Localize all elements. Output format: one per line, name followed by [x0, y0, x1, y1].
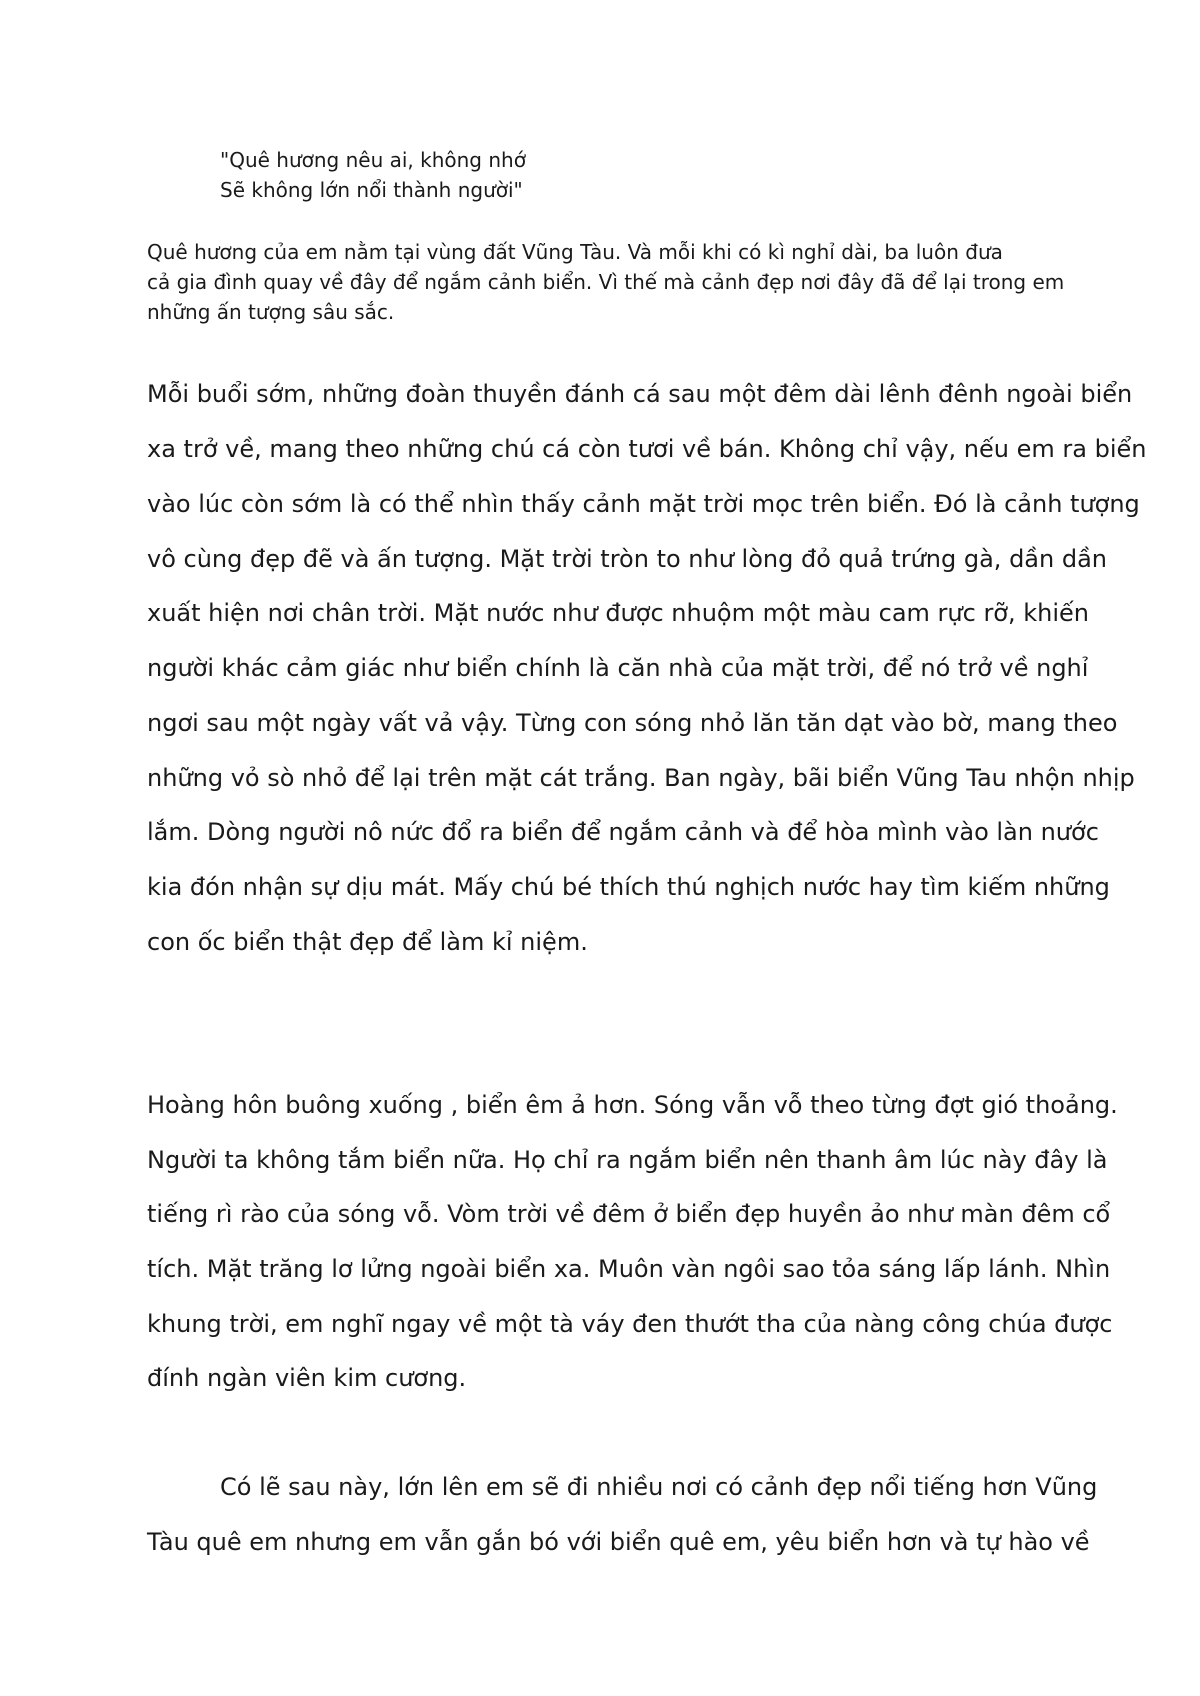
- paragraph-line: ngơi sau một ngày vất vả vậy. Từng con sóng nhỏ lăn tăn dạt vào bờ, mang theo: [147, 709, 1118, 737]
- paragraph-line: kia đón nhận sự dịu mát. Mấy chú bé thích thú nghịch nước hay tìm kiếm những: [147, 873, 1110, 901]
- paragraph-line: Mỗi buổi sớm, những đoàn thuyền đánh cá sau một đêm dài lênh đênh ngoài biển: [147, 380, 1133, 408]
- paragraph-line: tích. Mặt trăng lơ lửng ngoài biển xa. Muôn vàn ngôi sao tỏa sáng lấp lánh. Nhìn: [147, 1255, 1111, 1283]
- intro-line: cả gia đình quay về đây để ngắm cảnh biển. Vì thế mà cảnh đẹp nơi đây đã để lại trong em: [147, 270, 1065, 294]
- quote-line: "Quê hương nêu ai, không nhớ: [220, 148, 526, 172]
- paragraph-line: con ốc biển thật đẹp để làm kỉ niệm.: [147, 928, 588, 956]
- paragraph-line: xa trở về, mang theo những chú cá còn tươi về bán. Không chỉ vậy, nếu em ra biển: [147, 435, 1147, 463]
- paragraph-line: xuất hiện nơi chân trời. Mặt nước như được nhuộm một màu cam rực rỡ, khiến: [147, 599, 1089, 627]
- paragraph-line: Hoàng hôn buông xuống , biển êm ả hơn. Sóng vẫn vỗ theo từng đợt gió thoảng.: [147, 1091, 1118, 1119]
- quote-line: Sẽ không lớn nổi thành người": [220, 178, 523, 202]
- paragraph-line: khung trời, em nghĩ ngay về một tà váy đen thướt tha của nàng công chúa được: [147, 1310, 1113, 1338]
- paragraph-line: người khác cảm giác như biển chính là căn nhà của mặt trời, để nó trở về nghỉ: [147, 654, 1089, 682]
- intro-line: những ấn tượng sâu sắc.: [147, 300, 395, 324]
- paragraph-line: những vỏ sò nhỏ để lại trên mặt cát trắng. Ban ngày, bãi biển Vũng Tau nhộn nhịp: [147, 764, 1135, 792]
- paragraph-line: lắm. Dòng người nô nức đổ ra biển để ngắm cảnh và để hòa mình vào làn nước: [147, 818, 1099, 846]
- paragraph-line: Người ta không tắm biển nữa. Họ chỉ ra ngắm biển nên thanh âm lúc này đây là: [147, 1146, 1108, 1174]
- intro-line: Quê hương của em nằm tại vùng đất Vũng Tàu. Và mỗi khi có kì nghỉ dài, ba luôn đưa: [147, 240, 1003, 264]
- paragraph-line: vô cùng đẹp đẽ và ấn tượng. Mặt trời tròn to như lòng đỏ quả trứng gà, dần dần: [147, 545, 1107, 573]
- paragraph-line: tiếng rì rào của sóng vỗ. Vòm trời về đêm ở biển đẹp huyền ảo như màn đêm cổ: [147, 1200, 1111, 1228]
- paragraph-line: Tàu quê em nhưng em vẫn gắn bó với biển quê em, yêu biển hơn và tự hào về: [147, 1528, 1090, 1556]
- paragraph-line: Có lẽ sau này, lớn lên em sẽ đi nhiều nơi có cảnh đẹp nổi tiếng hơn Vũng: [220, 1473, 1098, 1501]
- paragraph-line: đính ngàn viên kim cương.: [147, 1364, 467, 1392]
- paragraph-line: vào lúc còn sớm là có thể nhìn thấy cảnh mặt trời mọc trên biển. Đó là cảnh tượng: [147, 490, 1140, 518]
